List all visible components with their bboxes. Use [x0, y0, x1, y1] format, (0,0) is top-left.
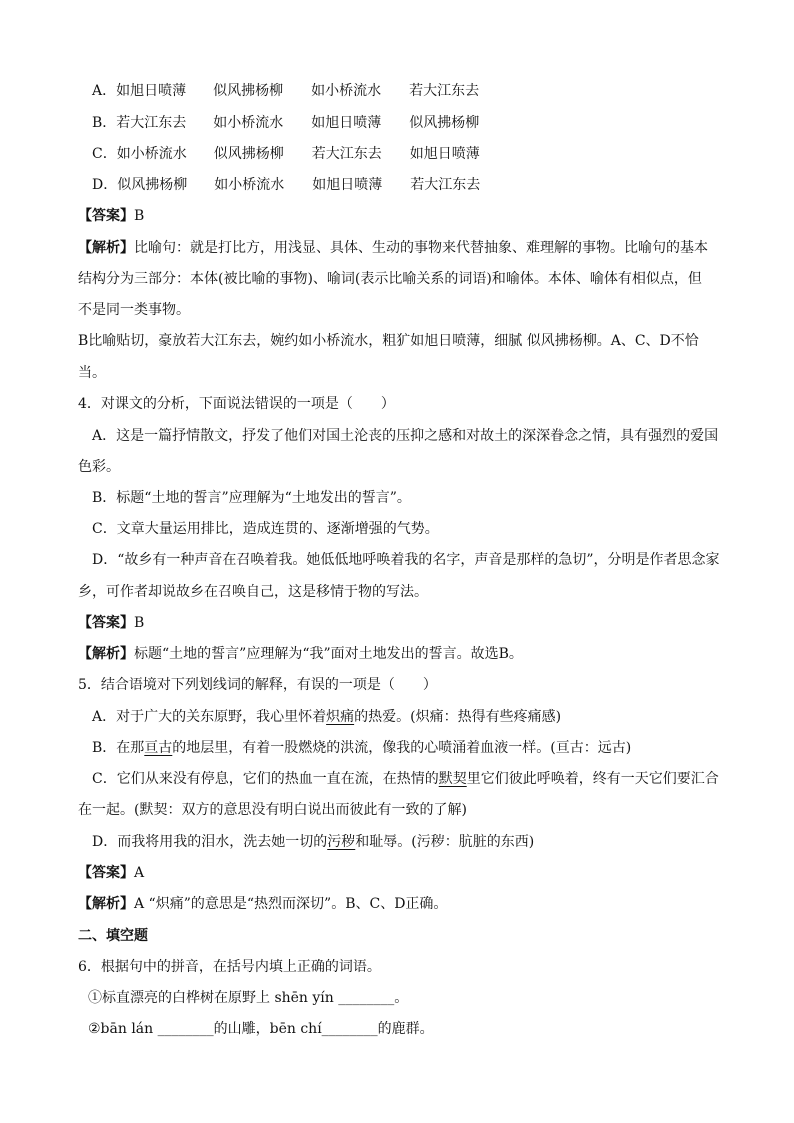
q5-option-c: C．它们从来没有停息，它们的热血一直在流，在热情的默契里它们彼此呼唤着，终有一天它们要汇合 [92, 771, 719, 787]
q4-option-d: D．“故乡有一种声音在召唤着我。她低低地呼唤着我的名字，声音是那样的急切”，分明是作者思念家 [92, 552, 720, 568]
q3-analysis-line: B比喻贴切，豪放若大江东去，婉约如小桥流水，粗犷如旭日喷薄，细腻 似风拂杨柳。A、C、D不恰 [78, 333, 699, 349]
q3-option-d: D．似风拂杨柳 如小桥流水 如旭日喷薄 若大江东去 [92, 177, 481, 193]
answer-value: B [134, 615, 145, 631]
q5-option-c-cont: 在一起。(默契：双方的意思没有明白说出而彼此有一致的了解) [78, 802, 467, 818]
answer-tag: 【答案】 [78, 615, 134, 631]
answer-value: B [134, 208, 145, 224]
q3-answer [78, 206, 144, 226]
q5-stem: 5．结合语境对下列划线词的解释，有误的一项是（ ） [78, 677, 437, 693]
underlined-word: 炽痛 [326, 709, 355, 725]
analysis-tag: 【解析】 [78, 896, 134, 912]
answer-tag: 【答案】 [78, 865, 134, 881]
q5-answer [78, 863, 144, 883]
q5-option-b: B．在那亘古的地层里，有着一股燃烧的洪流，像我的心喷涌着血液一样。(亘古：远古) [92, 740, 632, 756]
q4-option-d-cont: 乡，可作者却说故乡在召唤自己，这是移情于物的写法。 [78, 584, 428, 600]
q3-option-c: C．如小桥流水 似风拂杨柳 若大江东去 如旭日喷薄 [92, 146, 480, 162]
q5-analysis: 【解析】A “炽痛”的意思是“热烈而深切”。B、C、D正确。 [78, 896, 448, 912]
analysis-tag: 【解析】 [78, 646, 134, 662]
q3-analysis-line: 结构分为三部分：本体(被比喻的事物)、喻词(表示比喻关系的词语)和喻体。本体、喻体有相似点，但 [78, 271, 702, 287]
q6-stem: 6．根据句中的拼音，在括号内填上正确的词语。 [78, 959, 381, 975]
q4-option-c: C．文章大量运用排比，造成连贯的、逐渐增强的气势。 [92, 521, 439, 537]
q4-stem: 4．对课文的分析，下面说法错误的一项是（ ） [78, 396, 395, 412]
q4-option-a-cont: 色彩。 [78, 459, 120, 475]
q3-option-a: A．如旭日喷薄 似风拂杨柳 如小桥流水 若大江东去 [92, 83, 480, 99]
q4-answer [78, 613, 144, 633]
underlined-word: 污秽 [327, 834, 356, 850]
q4-analysis: 【解析】标题“土地的誓言”应理解为“我”面对土地发出的誓言。故选B。 [78, 646, 523, 662]
q5-option-a: A．对于广大的关东原野，我心里怀着炽痛的热爱。(炽痛：热得有些疼痛感) [92, 709, 562, 725]
underlined-word: 亘古 [144, 740, 173, 756]
answer-tag: 【答案】 [78, 208, 134, 224]
q6-item-2: ②bān lán ________的山雕，bēn chí________的鹿群。 [88, 1021, 434, 1037]
q6-item-1: ①标直漂亮的白桦树在原野上 shēn yín ________。 [88, 990, 409, 1006]
answer-value: A [134, 865, 145, 881]
q3-analysis-line: 【解析】比喻句：就是打比方，用浅显、具体、生动的事物来代替抽象、难理解的事物。比喻句的基本 [78, 240, 708, 256]
q4-option-b: B．标题“土地的誓言”应理解为“土地发出的誓言”。 [92, 490, 411, 506]
q4-option-a: A．这是一篇抒情散文，抒发了他们对国土沦丧的压抑之感和对故土的深深眷念之情，具有强烈的爱国 [92, 428, 719, 444]
q5-option-d: D．而我将用我的泪水，洗去她一切的污秽和耻辱。(污秽：肮脏的东西) [92, 834, 535, 850]
q3-analysis-line: 当。 [78, 365, 106, 381]
section-heading: 二、填空题 [78, 928, 148, 944]
underlined-word: 默契 [438, 771, 467, 787]
q3-option-b: B．若大江东去 如小桥流水 如旭日喷薄 似风拂杨柳 [92, 115, 480, 131]
analysis-tag: 【解析】 [78, 240, 134, 256]
q3-analysis-line: 不是同一类事物。 [78, 302, 190, 318]
